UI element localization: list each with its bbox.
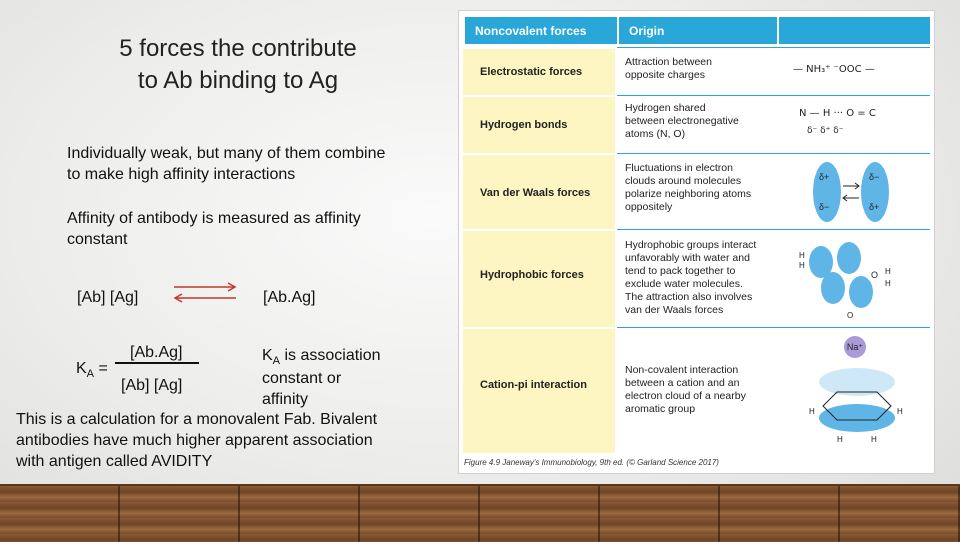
header-origin bbox=[617, 15, 779, 46]
origin-line: clouds around molecules bbox=[625, 175, 742, 187]
svg-text:O: O bbox=[847, 311, 854, 320]
svg-text:δ+: δ+ bbox=[869, 202, 880, 212]
origin-text bbox=[625, 162, 790, 214]
origin-line: van der Waals forces bbox=[625, 304, 724, 316]
origin-line: The attraction also involves bbox=[625, 291, 753, 303]
para1-line-1: Individually weak, but many of them combine bbox=[67, 145, 386, 162]
hbond-diagram-top: N — H ··· O = C bbox=[799, 108, 876, 119]
svg-text:H: H bbox=[837, 435, 843, 444]
cation-label: Na⁺ bbox=[846, 342, 864, 352]
ka-note-line-3: affinity bbox=[262, 391, 308, 408]
svg-text:δ+: δ+ bbox=[819, 172, 830, 182]
origin-line: Hydrogen shared bbox=[625, 102, 706, 114]
footer-line-1: This is a calculation for a monovalent Fab. Bivalent bbox=[16, 411, 378, 428]
force-cation-pi bbox=[463, 327, 615, 453]
svg-text:H: H bbox=[871, 435, 877, 444]
origin-line: tend to pack together to bbox=[625, 265, 736, 277]
origin-van-der-waals bbox=[617, 153, 930, 229]
para2-line-1: Affinity of antibody is measured as affinity bbox=[67, 210, 361, 227]
svg-text:H: H bbox=[799, 251, 805, 260]
force-van-der-waals bbox=[463, 153, 615, 229]
hydrophobic-diagram-icon bbox=[797, 234, 907, 324]
paragraph-avidity bbox=[16, 409, 377, 472]
noncovalent-forces-figure bbox=[458, 10, 935, 474]
origin-line: Fluctuations in electron bbox=[625, 162, 733, 174]
svg-text:δ−: δ− bbox=[819, 202, 830, 212]
force-label: Electrostatic forces bbox=[480, 66, 583, 78]
paragraph-weak-forces bbox=[67, 143, 385, 185]
force-label: Cation-pi interaction bbox=[480, 379, 587, 391]
ka-label bbox=[76, 358, 108, 381]
svg-text:H: H bbox=[809, 407, 815, 416]
origin-cation-pi bbox=[617, 327, 930, 453]
ka-symbol: K bbox=[76, 360, 87, 377]
origin-electrostatic bbox=[617, 47, 930, 95]
footer-line-3: with antigen called AVIDITY bbox=[16, 453, 213, 470]
header-noncovalent-forces bbox=[463, 15, 619, 46]
equilibrium-product: [Ab.Ag] bbox=[263, 289, 316, 306]
ka-note-line-2: constant or bbox=[262, 370, 342, 387]
origin-line: Hydrophobic groups interact bbox=[625, 239, 757, 251]
origin-line: opposite charges bbox=[625, 69, 705, 81]
origin-line: between a cation and an bbox=[625, 377, 740, 389]
origin-line: electron cloud of a nearby bbox=[625, 390, 746, 402]
origin-line: atoms (N, O) bbox=[625, 128, 686, 140]
origin-line: unfavorably with water and bbox=[625, 252, 750, 264]
force-label: Hydrogen bonds bbox=[480, 119, 568, 131]
svg-text:H: H bbox=[885, 267, 891, 276]
origin-line: oppositely bbox=[625, 201, 673, 213]
origin-text bbox=[625, 239, 790, 317]
origin-line: polarize neighboring atoms bbox=[625, 188, 752, 200]
origin-hydrophobic bbox=[617, 229, 930, 327]
para2-line-2: constant bbox=[67, 231, 128, 248]
force-hydrophobic bbox=[463, 229, 615, 327]
electrostatic-diagram: — NH₃⁺ ⁻OOC — bbox=[793, 64, 875, 75]
origin-line: between electronegative bbox=[625, 115, 739, 127]
fraction-numerator: [Ab.Ag] bbox=[130, 344, 183, 361]
ka-note-symbol: K bbox=[262, 347, 273, 364]
fraction-denominator: [Ab] [Ag] bbox=[121, 377, 183, 394]
ka-equals: = bbox=[98, 360, 108, 377]
origin-line: exclude water molecules. bbox=[625, 278, 743, 290]
hbond-diagram-bottom: δ⁻ δ⁺ δ⁻ bbox=[807, 126, 844, 136]
origin-text bbox=[625, 364, 790, 416]
svg-text:H: H bbox=[885, 279, 891, 288]
svg-text:H: H bbox=[799, 261, 805, 270]
force-electrostatic bbox=[463, 47, 615, 95]
header-left-label: Noncovalent forces bbox=[475, 24, 587, 38]
title-line-1: 5 forces the contribute bbox=[119, 35, 357, 62]
fraction-bar bbox=[115, 362, 199, 364]
ka-subscript: A bbox=[86, 368, 95, 380]
sodium-ion-icon bbox=[844, 336, 866, 358]
ka-note bbox=[262, 345, 381, 410]
svg-text:δ−: δ− bbox=[869, 172, 880, 182]
origin-line: Attraction between bbox=[625, 56, 712, 68]
ka-note-subscript: A bbox=[272, 355, 281, 367]
equilibrium-reactants: [Ab] [Ag] bbox=[77, 289, 139, 306]
van-der-waals-diagram-icon bbox=[807, 158, 897, 226]
force-label: Van der Waals forces bbox=[480, 187, 591, 199]
ka-note-line-1: is association bbox=[280, 347, 381, 364]
aromatic-ring-icon bbox=[807, 362, 907, 444]
force-label: Hydrophobic forces bbox=[480, 269, 584, 281]
origin-line: aromatic group bbox=[625, 403, 696, 415]
origin-text bbox=[625, 56, 790, 82]
origin-text bbox=[625, 102, 790, 141]
footer-line-2: antibodies have much higher apparent association bbox=[16, 432, 373, 449]
equilibrium-arrows-icon bbox=[170, 282, 240, 304]
force-hydrogen-bonds bbox=[463, 95, 615, 153]
title-line-2: to Ab binding to Ag bbox=[137, 67, 339, 94]
svg-text:H: H bbox=[897, 407, 903, 416]
origin-hydrogen-bonds bbox=[617, 95, 930, 153]
paragraph-affinity bbox=[67, 208, 361, 250]
wood-floor bbox=[0, 484, 960, 542]
header-right-label: Origin bbox=[629, 24, 665, 38]
origin-line: Non-covalent interaction bbox=[625, 364, 739, 376]
slide-title bbox=[60, 33, 416, 97]
figure-caption: Figure 4.9 Janeway's Immunobiology, 9th ed. (© Garland Science 2017) bbox=[464, 458, 719, 467]
svg-text:O: O bbox=[871, 270, 879, 280]
header-illustration bbox=[777, 15, 932, 46]
para1-line-2: to make high affinity interactions bbox=[67, 166, 296, 183]
